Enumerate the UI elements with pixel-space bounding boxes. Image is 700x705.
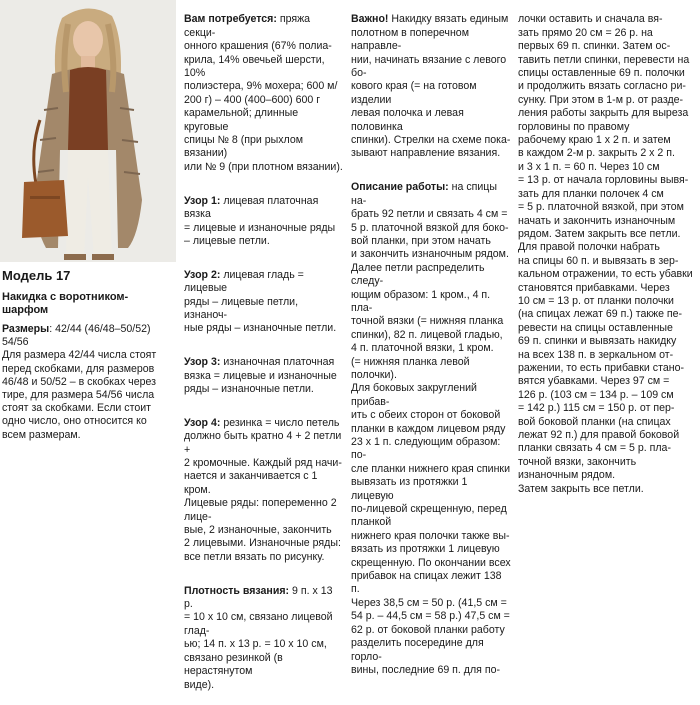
important-text: Накидку вязать единым полотном в поперечном направле- нии, начинать вязание с левого бо- кового края (= на готовом изделии левая полочка и левая половинка спинки). Стрелки на схеме пока- зывают направление вязания. [351,13,511,160]
pattern2-label: Узор 2: [184,268,221,281]
density-label: Плотность вязания: [184,584,290,597]
pattern2-paragraph [184,269,344,336]
column-continuation [518,0,698,509]
pattern4-paragraph [184,417,344,564]
pattern2-text: лицевая гладь = лицевые ряды – лицевые петли, изнаноч- ные ряды – изнаночные петли. [184,268,337,335]
woman-in-cardigan-illustration [0,0,176,262]
pattern4-label: Узор 4: [184,416,221,429]
pattern4-text: резинка = число петель должно быть кратно 4 + 2 петли + 2 кромочные. Каждый ряд начи- нается и заканчивается с 1 кром. Лицевые ряды: попеременно 2 лице- вые, 2 изнаночные, закончить 2 лицевыми. Изнаночные ряды: все петли вязать по рисунку. [184,416,342,563]
sizes-label: Размеры [2,323,50,335]
description-label: Описание работы: [351,181,449,194]
materials-paragraph [184,13,344,174]
continuation-text: лочки оставить и сначала вя- зать прямо 20 см = 26 р. на первых 69 п. спинки. Затем ос- тавить петли спинки, перевести на спицы оставленные 69 п. полочки и продолжить вязать согласно ри- сунку. При этом в 1-м р. от разде- ления работы закрыть для выреза горловины по правому рабочему краю 1 x 2 п. и затем в каждом 2-м р. закрыть 2 x 2 п. и 3 x 1 п. = 60 п. Через 10 см = 13 р. от начала горловины вывя- зать для планки полочек 4 см = 5 р. платочной вязкой, при этом начать и закончить изнаночным рядом. Затем закрыть все петли. Для правой полочки набрать на спицы 60 п. и вывязать в зер- кальном отражении, то есть убавки становятся прибавками. Через 10 см = 13 р. от планки полочки (на спицах лежат 69 п.) также пе- ревести на спицы оставленные 69 п. спинки и вывязать накидку на всех 138 п. в зеркальном от- ражении, то есть прибавки стано- вятся убавками. Через 97 см = 126 р. (103 см = 134 р. – 109 см = 142 р.) 115 см = 150 р. от пер- вой боковой планки (на спицах лежат 92 п.) для правой боковой планки связать 4 см = 5 р. пла- точной вязки, закончить изнаночным рядом. Затем закрыть все петли. [518,13,693,495]
pattern1-label: Узор 1: [184,194,221,207]
materials-label: Вам потребуется: [184,13,277,26]
important-label: Важно! [351,13,389,26]
materials-text: пряжа секци- онного крашения (67% полиа- крила, 14% овечьей шерсти, 10% полиэстера, 9% мохера; 600 м/ 200 г) – 400 (400–600) 600 г карамельной; длинные круговые спицы № 8 (при рыхлом вязании) или № 9 (при плотном вязании). [184,13,343,173]
column-important-description [351,0,511,691]
description-paragraph [351,181,511,677]
important-paragraph [351,13,511,160]
pattern3-label: Узор 3: [184,356,221,369]
pattern1-text: лицевая платочная вязка = лицевые и изнаночные ряды – лицевые петли. [184,194,336,247]
pattern3-text: изнаночная платочная вязка = лицевые и изнаночные ряды – изнаночные петли. [184,356,337,395]
column-materials-patterns [184,0,344,705]
sizes-text: Для размера 42/44 числа стоят перед скобками, для размеров 46/48 и 50/52 – в скобках через тире, для размера 54/56 числа стоят за скобками. Если стоит одно число, оно относится ко всем размерам. [2,349,157,441]
model-subtitle: Накидка с воротником- шарфом [2,291,129,316]
model-photo [0,0,176,262]
sizes-section [2,323,172,442]
model-title: Модель 17 [2,268,71,283]
density-paragraph [184,585,344,692]
description-text: на спицы на- брать 92 петли и связать 4 см = 5 р. платочной вязкой для боко- вой планки, при этом начать и закончить изнаночным рядом. Далее петли распределить следу- ющим образом: 1 кром., 4 п. пла- точной вязки (= нижняя планка спинки), 82 п. лицевой гладью, 4 п. платочной вязки, 1 кром. (= нижняя планка левой полочки). Для боковых закруглений прибав- ить с обеих сторон от боковой планки в каждом лицевом ряду 23 x 1 п. следующим образом: по- сле планки нижнего края спинки вывязать из протяжки 1 лицевую по-лицевой скрещенную, перед планкой нижнего края полочки также вы- вязать из протяжки 1 лицевую скрещенную. По окончании всех прибавок на спицах лежит 138 п. Через 38,5 см = 50 р. (41,5 см = 54 р. – 44,5 см = 58 р.) 47,5 см = 62 р. от боковой планки работу разделить посередине для горло- вины, последние 69 п. для по- [351,181,511,676]
sizes-value: : 42/44 (46/48–50/52) 54/56 [2,323,151,349]
pattern1-paragraph [184,195,344,249]
density-text: 9 п. x 13 р. = 10 x 10 см, связано лицевой глад- ью; 14 п. x 13 р. = 10 x 10 см, связано резинкой (в нерастянутом виде). [184,584,333,691]
pattern3-paragraph [184,356,344,396]
